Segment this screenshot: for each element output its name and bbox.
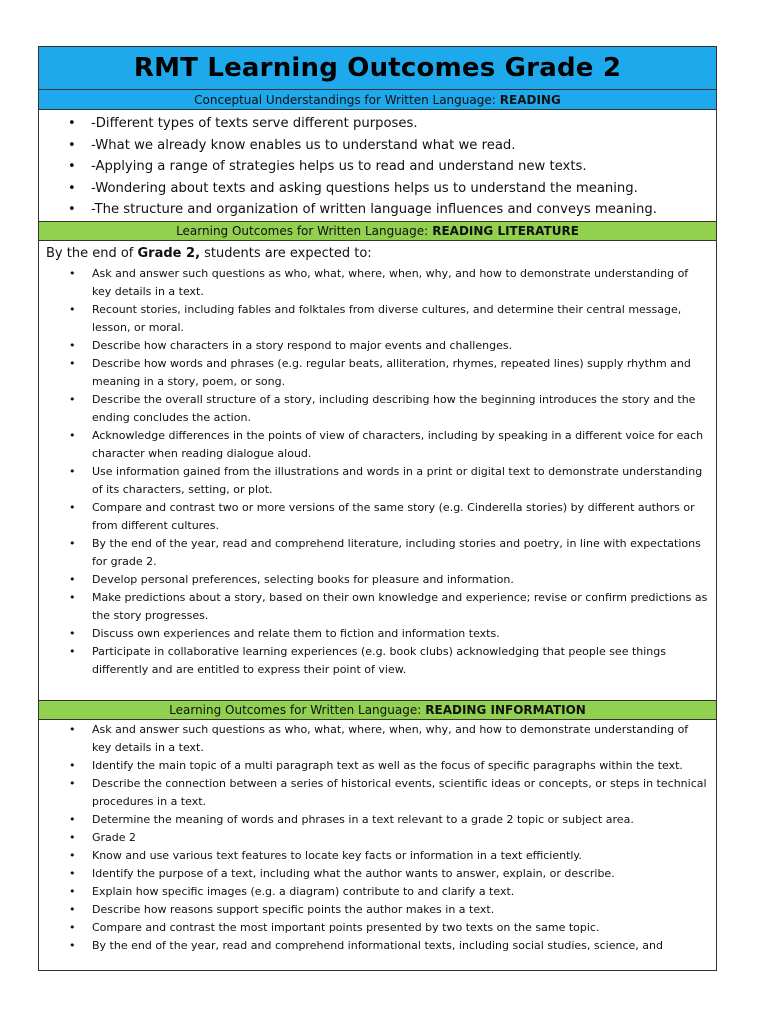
section-header-prefix: Conceptual Understandings for Written Language: [194,92,496,107]
list-item: • -Applying a range of strategies helps us to read and understand new texts. [39,156,716,178]
title-bar [39,47,716,90]
section-header-reading-literature [39,221,716,241]
list-item: • -Different types of texts serve different purposes. [39,113,716,135]
intro-sentence [39,241,716,265]
list-item: • Grade 2 [39,829,716,847]
section-header-strong: READING INFORMATION [425,702,586,717]
reading-literature-list [39,265,716,679]
list-item: • Identify the main topic of a multi paragraph text as well as the focus of specific paragraphs within the text. [39,757,716,775]
section-header-strong: READING [499,92,561,107]
intro-grade: Grade 2, [137,245,201,261]
section-header-reading-information [39,700,716,720]
list-item: • -Wondering about texts and asking questions helps us to understand the meaning. [39,178,716,200]
section-header-strong: READING LITERATURE [432,223,579,238]
list-item: • Acknowledge differences in the points of view of characters, including by speaking in a different voice for each character when reading dialogue aloud. [39,427,716,463]
section-header-prefix: Learning Outcomes for Written Language: [176,223,429,238]
list-item: • By the end of the year, read and comprehend informational texts, including social studies, science, and [39,937,716,955]
list-item: • Use information gained from the illustrations and words in a print or digital text to demonstrate understanding of its characters, setting, or plot. [39,463,716,499]
intro-after: students are expected to: [204,245,372,261]
section-spacer [39,679,716,700]
list-item: • Describe the overall structure of a story, including describing how the beginning introduces the story and the ending concludes the action. [39,391,716,427]
list-item: • Ask and answer such questions as who, what, where, when, why, and how to demonstrate understanding of key details in a text. [39,721,716,757]
list-item: • -The structure and organization of written language influences and conveys meaning. [39,199,716,221]
list-item: • By the end of the year, read and comprehend literature, including stories and poetry, in line with expectations for grade 2. [39,535,716,571]
list-item: • Describe how reasons support specific points the author makes in a text. [39,901,716,919]
list-item: • Describe how words and phrases (e.g. regular beats, alliteration, rhymes, repeated lines) supply rhythm and meaning in a story, poem, or song. [39,355,716,391]
list-item: • -What we already know enables us to understand what we read. [39,135,716,157]
list-item: • Develop personal preferences, selecting books for pleasure and information. [39,571,716,589]
document-title: RMT Learning Outcomes Grade 2 [133,53,622,83]
list-item: • Identify the purpose of a text, including what the author wants to answer, explain, or describe. [39,865,716,883]
list-item: • Determine the meaning of words and phrases in a text relevant to a grade 2 topic or subject area. [39,811,716,829]
list-item: • Participate in collaborative learning experiences (e.g. book clubs) acknowledging that people see things differently and are entitled to express their point of view. [39,643,716,679]
list-item: • Compare and contrast two or more versions of the same story (e.g. Cinderella stories) by different authors or from different cultures. [39,499,716,535]
section-header-conceptual-understandings [39,90,716,110]
list-item: • Describe the connection between a series of historical events, scientific ideas or concepts, or steps in technical procedures in a text. [39,775,716,811]
intro-before: By the end of [46,245,134,261]
list-item: • Ask and answer such questions as who, what, where, when, why, and how to demonstrate understanding of key details in a text. [39,265,716,301]
list-item: • Recount stories, including fables and folktales from diverse cultures, and determine their central message, lesson, or moral. [39,301,716,337]
list-item: • Discuss own experiences and relate them to fiction and information texts. [39,625,716,643]
conceptual-understandings-list [39,110,716,221]
list-item: • Describe how characters in a story respond to major events and challenges. [39,337,716,355]
list-item: • Know and use various text features to locate key facts or information in a text efficiently. [39,847,716,865]
reading-information-list [39,720,716,955]
document-page [38,46,717,971]
list-item: • Make predictions about a story, based on their own knowledge and experience; revise or confirm predictions as the story progresses. [39,589,716,625]
list-item: • Explain how specific images (e.g. a diagram) contribute to and clarify a text. [39,883,716,901]
list-item: • Compare and contrast the most important points presented by two texts on the same topic. [39,919,716,937]
section-header-prefix: Learning Outcomes for Written Language: [169,702,422,717]
